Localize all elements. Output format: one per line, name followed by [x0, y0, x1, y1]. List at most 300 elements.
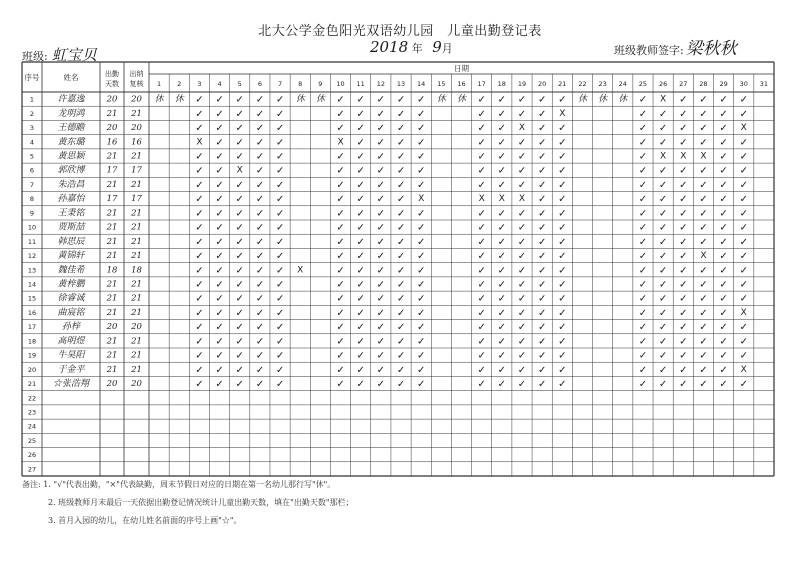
row-paid-days: 16	[131, 137, 142, 148]
row-paid-days: 18	[131, 265, 142, 276]
check-mark: ✓	[195, 364, 204, 376]
rest-mark: 休	[154, 94, 164, 105]
absent-mark: X	[236, 165, 243, 176]
check-mark: ✓	[195, 293, 204, 305]
check-mark: ✓	[658, 179, 668, 191]
absent-mark: X	[518, 194, 526, 205]
check-mark: ✓	[376, 137, 386, 149]
rest-mark: 休	[577, 94, 587, 105]
row-name: 王秉铭	[57, 208, 85, 219]
check-mark: ✓	[356, 194, 365, 206]
row-name: ☆张浩翔	[52, 379, 90, 390]
month-suffix: 月	[441, 42, 453, 55]
check-mark: ✓	[638, 322, 648, 334]
check-mark: ✓	[719, 108, 728, 120]
check-mark: ✓	[275, 307, 285, 319]
check-mark: ✓	[336, 251, 345, 263]
absent-mark: X	[660, 94, 667, 105]
check-mark: ✓	[376, 94, 386, 106]
day-number: 29	[719, 80, 728, 88]
day-number: 1	[157, 80, 162, 88]
check-mark: ✓	[699, 108, 708, 120]
day-number: 23	[598, 80, 607, 88]
check-mark: ✓	[396, 336, 406, 348]
row-attend-days: 21	[106, 236, 118, 247]
check-mark: ✓	[679, 251, 688, 263]
row-attend-days: 21	[106, 307, 118, 318]
check-mark: ✓	[255, 108, 265, 120]
check-mark: ✓	[416, 151, 426, 163]
check-mark: ✓	[658, 364, 668, 376]
check-mark: ✓	[195, 379, 204, 391]
check-mark: ✓	[679, 194, 688, 206]
check-mark: ✓	[679, 279, 688, 291]
check-mark: ✓	[497, 165, 507, 177]
check-mark: ✓	[558, 222, 567, 234]
check-mark: ✓	[638, 94, 648, 106]
check-mark: ✓	[275, 379, 285, 391]
check-mark: ✓	[396, 151, 406, 163]
check-mark: ✓	[477, 379, 486, 391]
check-mark: ✓	[658, 251, 668, 263]
row-name: 徐睿诚	[57, 293, 85, 304]
check-mark: ✓	[215, 336, 224, 348]
check-mark: ✓	[396, 279, 406, 291]
check-mark: ✓	[477, 307, 486, 319]
row-attend-days: 21	[106, 222, 118, 233]
absent-mark: X	[418, 194, 425, 205]
row-paid-days: 21	[131, 307, 142, 318]
check-mark: ✓	[215, 94, 224, 106]
check-mark: ✓	[739, 165, 748, 177]
row-name: 黄东璐	[57, 137, 85, 148]
check-mark: ✓	[739, 194, 748, 206]
check-mark: ✓	[396, 350, 406, 362]
check-mark: ✓	[215, 222, 224, 234]
teacher-signature: 梁秋秋	[685, 39, 737, 59]
check-mark: ✓	[497, 336, 507, 348]
row-attend-days: 17	[106, 194, 118, 205]
check-mark: ✓	[477, 322, 486, 334]
check-mark: ✓	[719, 222, 728, 234]
row-seq: 1	[29, 95, 35, 104]
row-paid-days: 21	[131, 336, 142, 347]
row-seq: 8	[29, 195, 35, 204]
check-mark: ✓	[517, 350, 527, 362]
row-attend-days: 20	[106, 379, 118, 390]
check-mark: ✓	[658, 336, 668, 348]
row-paid-days: 20	[131, 94, 142, 105]
rest-mark: 休	[174, 94, 184, 105]
check-mark: ✓	[416, 350, 426, 362]
check-mark: ✓	[376, 364, 386, 376]
row-attend-days: 20	[106, 322, 118, 333]
check-mark: ✓	[517, 236, 527, 248]
check-mark: ✓	[195, 265, 204, 277]
check-mark: ✓	[255, 364, 265, 376]
row-seq: 26	[27, 451, 37, 460]
check-mark: ✓	[235, 265, 244, 277]
check-mark: ✓	[699, 350, 708, 362]
row-name: 孙嘉怡	[57, 194, 85, 205]
check-mark: ✓	[658, 123, 668, 135]
note-item: 3. 首月入园的幼儿，在幼儿姓名前面的序号上画"☆"。	[48, 516, 242, 525]
row-attend-days: 21	[106, 251, 118, 262]
day-number: 20	[538, 80, 547, 88]
row-attend-days: 21	[106, 108, 118, 119]
check-mark: ✓	[477, 251, 486, 263]
check-mark: ✓	[719, 94, 728, 106]
check-mark: ✓	[719, 379, 728, 391]
row-attend-days: 20	[106, 94, 118, 105]
absent-mark: X	[740, 123, 747, 134]
check-mark: ✓	[537, 265, 547, 277]
check-mark: ✓	[537, 251, 547, 263]
row-attend-days: 21	[106, 364, 118, 375]
check-mark: ✓	[376, 293, 386, 305]
check-mark: ✓	[376, 265, 386, 277]
check-mark: ✓	[416, 165, 426, 177]
check-mark: ✓	[255, 123, 265, 135]
check-mark: ✓	[275, 194, 285, 206]
check-mark: ✓	[376, 279, 386, 291]
check-mark: ✓	[215, 350, 224, 362]
class-name: 虹宝贝	[51, 46, 97, 64]
check-mark: ✓	[376, 350, 386, 362]
check-mark: ✓	[537, 236, 547, 248]
check-mark: ✓	[638, 379, 648, 391]
check-mark: ✓	[699, 137, 708, 149]
check-mark: ✓	[235, 322, 244, 334]
check-mark: ✓	[497, 123, 507, 135]
check-mark: ✓	[679, 307, 688, 319]
check-mark: ✓	[336, 194, 345, 206]
row-seq: 11	[27, 237, 37, 246]
row-seq: 13	[27, 266, 37, 275]
check-mark: ✓	[558, 364, 567, 376]
check-mark: ✓	[336, 208, 345, 220]
check-mark: ✓	[739, 265, 748, 277]
check-mark: ✓	[719, 194, 728, 206]
check-mark: ✓	[376, 194, 386, 206]
check-mark: ✓	[215, 165, 224, 177]
check-mark: ✓	[356, 251, 365, 263]
check-mark: ✓	[356, 265, 365, 277]
check-mark: ✓	[537, 307, 547, 319]
check-mark: ✓	[336, 336, 345, 348]
row-seq: 24	[27, 422, 37, 431]
day-number: 28	[699, 80, 708, 88]
check-mark: ✓	[235, 279, 244, 291]
check-mark: ✓	[558, 179, 567, 191]
check-mark: ✓	[235, 194, 244, 206]
check-mark: ✓	[719, 165, 728, 177]
check-mark: ✓	[537, 108, 547, 120]
check-mark: ✓	[416, 179, 426, 191]
rest-mark: 休	[456, 94, 467, 105]
check-mark: ✓	[558, 322, 567, 334]
row-seq: 7	[29, 180, 35, 189]
check-mark: ✓	[255, 265, 265, 277]
check-mark: ✓	[416, 222, 426, 234]
check-mark: ✓	[195, 251, 204, 263]
check-mark: ✓	[517, 364, 527, 376]
check-mark: ✓	[679, 179, 688, 191]
check-mark: ✓	[739, 279, 748, 291]
absent-mark: X	[700, 151, 707, 162]
check-mark: ✓	[517, 108, 527, 120]
check-mark: ✓	[336, 322, 345, 334]
check-mark: ✓	[195, 236, 204, 248]
year-suffix: 年	[411, 42, 423, 55]
check-mark: ✓	[356, 94, 365, 106]
day-number: 9	[318, 80, 323, 88]
absent-mark: X	[478, 194, 485, 205]
row-paid-days: 21	[131, 293, 142, 304]
note-item: 1. "√"代表出勤，"×"代表缺勤，周末节假日对应的日期在第一名幼儿那行写"休"。	[43, 480, 336, 489]
check-mark: ✓	[215, 379, 224, 391]
check-mark: ✓	[215, 251, 224, 263]
check-mark: ✓	[235, 236, 244, 248]
check-mark: ✓	[638, 236, 648, 248]
check-mark: ✓	[497, 208, 507, 220]
row-paid-days: 21	[131, 222, 142, 233]
check-mark: ✓	[336, 123, 345, 135]
row-seq: 6	[29, 166, 35, 175]
day-number: 26	[658, 80, 668, 88]
check-mark: ✓	[195, 108, 204, 120]
check-mark: ✓	[517, 179, 527, 191]
check-mark: ✓	[739, 179, 748, 191]
check-mark: ✓	[638, 165, 648, 177]
check-mark: ✓	[416, 336, 426, 348]
day-number: 18	[497, 80, 506, 88]
check-mark: ✓	[235, 350, 244, 362]
check-mark: ✓	[416, 108, 426, 120]
check-mark: ✓	[477, 94, 486, 106]
row-name: 魏佳希	[57, 265, 85, 276]
check-mark: ✓	[396, 208, 406, 220]
check-mark: ✓	[517, 208, 527, 220]
check-mark: ✓	[255, 279, 265, 291]
row-seq: 19	[27, 351, 37, 360]
check-mark: ✓	[477, 236, 486, 248]
teacher-label: 班级教师签字:	[614, 44, 684, 57]
check-mark: ✓	[396, 137, 406, 149]
check-mark: ✓	[235, 379, 244, 391]
note-item: 2. 班级教师月末最后一天依据出勤登记情况统计儿童出勤天数，填在"出勤天数"那栏；	[48, 498, 354, 507]
check-mark: ✓	[558, 265, 567, 277]
check-mark: ✓	[477, 151, 486, 163]
day-number: 13	[396, 80, 406, 88]
check-mark: ✓	[699, 307, 708, 319]
check-mark: ✓	[497, 108, 507, 120]
check-mark: ✓	[477, 265, 486, 277]
header-paid-days: 出纳	[129, 70, 144, 78]
check-mark: ✓	[255, 94, 265, 106]
header-date: 日期	[454, 64, 469, 73]
check-mark: ✓	[195, 322, 204, 334]
check-mark: ✓	[739, 222, 748, 234]
month-value: 9	[432, 38, 442, 56]
rest-mark: 休	[618, 94, 628, 105]
check-mark: ✓	[497, 265, 507, 277]
check-mark: ✓	[679, 379, 688, 391]
check-mark: ✓	[235, 108, 244, 120]
check-mark: ✓	[235, 293, 244, 305]
absent-mark: X	[498, 194, 505, 205]
check-mark: ✓	[195, 151, 204, 163]
check-mark: ✓	[497, 322, 507, 334]
day-number: 16	[457, 80, 466, 88]
check-mark: ✓	[658, 194, 668, 206]
check-mark: ✓	[195, 222, 204, 234]
row-paid-days: 20	[131, 123, 142, 134]
check-mark: ✓	[658, 307, 668, 319]
day-number: 31	[759, 80, 769, 88]
day-number: 27	[679, 80, 688, 88]
check-mark: ✓	[699, 236, 708, 248]
check-mark: ✓	[497, 251, 507, 263]
check-mark: ✓	[517, 137, 527, 149]
row-attend-days: 21	[106, 293, 118, 304]
check-mark: ✓	[537, 208, 547, 220]
check-mark: ✓	[376, 208, 386, 220]
row-seq: 12	[27, 252, 37, 261]
absent-mark: X	[680, 151, 687, 162]
check-mark: ✓	[739, 379, 748, 391]
check-mark: ✓	[517, 94, 527, 106]
check-mark: ✓	[416, 293, 426, 305]
absent-mark: X	[297, 265, 304, 276]
check-mark: ✓	[416, 208, 426, 220]
check-mark: ✓	[235, 137, 244, 149]
check-mark: ✓	[215, 307, 224, 319]
check-mark: ✓	[356, 165, 365, 177]
check-mark: ✓	[336, 151, 345, 163]
check-mark: ✓	[356, 279, 365, 291]
check-mark: ✓	[497, 94, 507, 106]
notes-section	[22, 476, 354, 530]
check-mark: ✓	[658, 108, 668, 120]
check-mark: ✓	[537, 123, 547, 135]
class-label: 班级:	[22, 50, 48, 63]
check-mark: ✓	[679, 165, 688, 177]
day-number: 25	[638, 80, 648, 88]
check-mark: ✓	[679, 108, 688, 120]
check-mark: ✓	[396, 179, 406, 191]
check-mark: ✓	[699, 293, 708, 305]
day-number: 24	[618, 80, 627, 88]
row-paid-days: 21	[131, 251, 142, 262]
row-paid-days: 21	[131, 108, 142, 119]
check-mark: ✓	[396, 123, 406, 135]
check-mark: ✓	[235, 151, 244, 163]
check-mark: ✓	[477, 279, 486, 291]
check-mark: ✓	[396, 94, 406, 106]
check-mark: ✓	[719, 208, 728, 220]
check-mark: ✓	[558, 165, 567, 177]
check-mark: ✓	[275, 350, 285, 362]
check-mark: ✓	[679, 208, 688, 220]
row-paid-days: 21	[131, 151, 142, 162]
check-mark: ✓	[638, 137, 648, 149]
check-mark: ✓	[638, 222, 648, 234]
check-mark: ✓	[719, 251, 728, 263]
check-mark: ✓	[638, 151, 648, 163]
day-number: 8	[298, 80, 303, 88]
check-mark: ✓	[376, 307, 386, 319]
check-mark: ✓	[638, 194, 648, 206]
check-mark: ✓	[699, 322, 708, 334]
check-mark: ✓	[396, 222, 406, 234]
check-mark: ✓	[275, 137, 285, 149]
check-mark: ✓	[517, 251, 527, 263]
check-mark: ✓	[416, 364, 426, 376]
check-mark: ✓	[719, 179, 728, 191]
check-mark: ✓	[416, 94, 426, 106]
check-mark: ✓	[356, 222, 365, 234]
check-mark: ✓	[658, 165, 668, 177]
row-seq: 5	[29, 152, 35, 161]
check-mark: ✓	[235, 222, 244, 234]
check-mark: ✓	[497, 179, 507, 191]
check-mark: ✓	[497, 137, 507, 149]
check-mark: ✓	[658, 379, 668, 391]
check-mark: ✓	[558, 350, 567, 362]
check-mark: ✓	[517, 151, 527, 163]
check-mark: ✓	[215, 137, 224, 149]
check-mark: ✓	[336, 379, 345, 391]
check-mark: ✓	[658, 293, 668, 305]
check-mark: ✓	[719, 293, 728, 305]
row-attend-days: 21	[106, 350, 118, 361]
check-mark: ✓	[275, 322, 285, 334]
check-mark: ✓	[235, 94, 244, 106]
check-mark: ✓	[699, 179, 708, 191]
check-mark: ✓	[477, 123, 486, 135]
check-mark: ✓	[699, 279, 708, 291]
check-mark: ✓	[537, 94, 547, 106]
header-attend-days: 天数	[105, 80, 119, 88]
check-mark: ✓	[517, 322, 527, 334]
check-mark: ✓	[699, 123, 708, 135]
check-mark: ✓	[719, 322, 728, 334]
check-mark: ✓	[699, 364, 708, 376]
check-mark: ✓	[396, 251, 406, 263]
check-mark: ✓	[416, 236, 426, 248]
check-mark: ✓	[255, 293, 265, 305]
check-mark: ✓	[396, 194, 406, 206]
check-mark: ✓	[719, 137, 728, 149]
check-mark: ✓	[477, 350, 486, 362]
row-attend-days: 21	[106, 336, 118, 347]
check-mark: ✓	[638, 364, 648, 376]
check-mark: ✓	[356, 108, 365, 120]
check-mark: ✓	[739, 336, 748, 348]
check-mark: ✓	[235, 123, 244, 135]
check-mark: ✓	[336, 307, 345, 319]
row-attend-days: 21	[106, 279, 118, 290]
row-seq: 27	[27, 465, 37, 474]
check-mark: ✓	[739, 208, 748, 220]
check-mark: ✓	[537, 293, 547, 305]
check-mark: ✓	[638, 307, 648, 319]
check-mark: ✓	[658, 279, 668, 291]
row-paid-days: 21	[131, 179, 142, 190]
check-mark: ✓	[255, 251, 265, 263]
check-mark: ✓	[376, 179, 386, 191]
